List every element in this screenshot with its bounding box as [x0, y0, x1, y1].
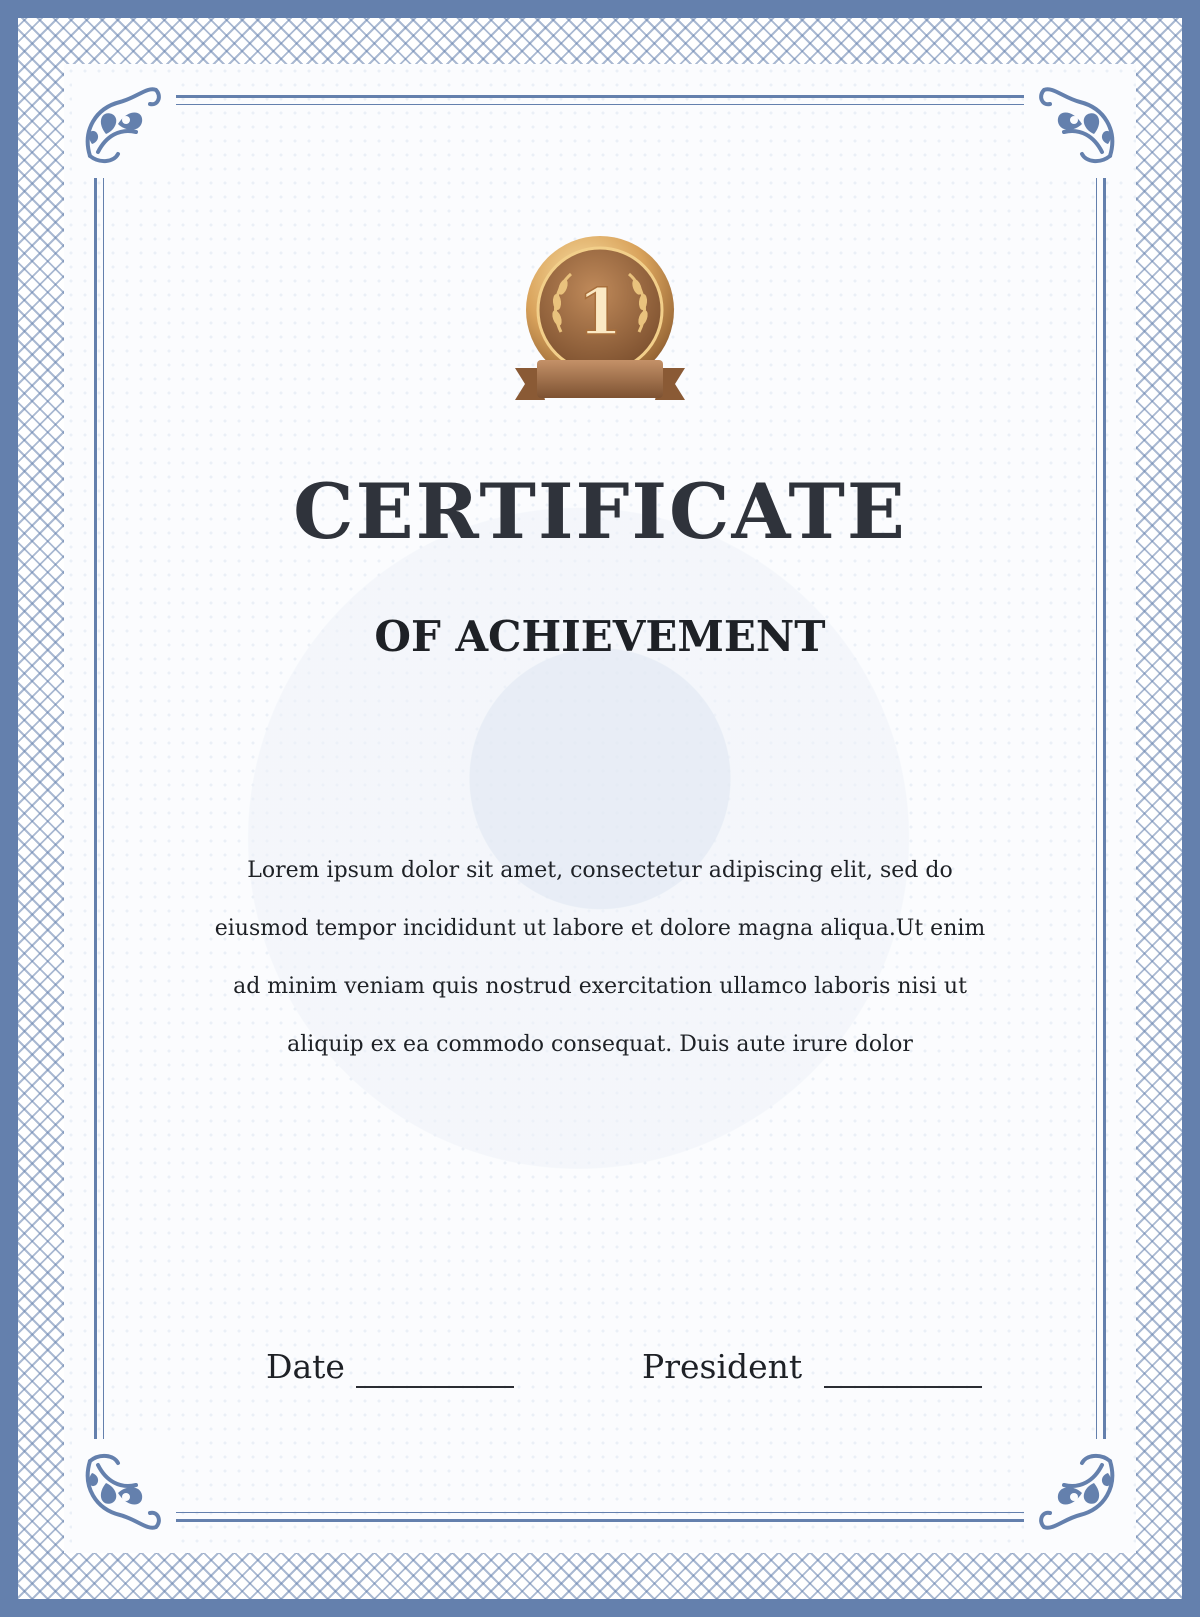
medal-number: 1 [577, 275, 623, 350]
president-label: President [642, 1347, 803, 1386]
corner-ornament-bottom-left [72, 1439, 176, 1543]
flourish-corner-icon [72, 74, 176, 178]
certificate-title: CERTIFICATE [293, 467, 907, 556]
flourish-corner-icon [72, 1439, 176, 1543]
corner-ornament-bottom-right [1024, 1439, 1128, 1543]
certificate-body [190, 842, 1010, 1074]
corner-ornament-top-left [72, 74, 176, 178]
body-line: Lorem ipsum dolor sit amet, consectetur adipiscing elit, sed do [247, 858, 953, 883]
body-line: eiusmod tempor incididunt ut labore et dolore magna aliqua.Ut enim [214, 916, 986, 941]
certificate-subtitle: OF ACHIEVEMENT [374, 612, 826, 661]
date-signature-line [356, 1386, 514, 1388]
president-signature-line [824, 1386, 982, 1388]
body-line: ad minim veniam quis nostrud exercitation ullamco laboris nisi ut [233, 974, 967, 999]
flourish-corner-icon [1024, 74, 1128, 178]
flourish-corner-icon [1024, 1439, 1128, 1543]
first-place-medal-icon [511, 232, 689, 410]
signature-row [0, 1347, 1200, 1400]
corner-ornament-top-right [1024, 74, 1128, 178]
body-line: aliquip ex ea commodo consequat. Duis aute irure dolor [287, 1032, 913, 1057]
date-label: Date [266, 1347, 345, 1386]
